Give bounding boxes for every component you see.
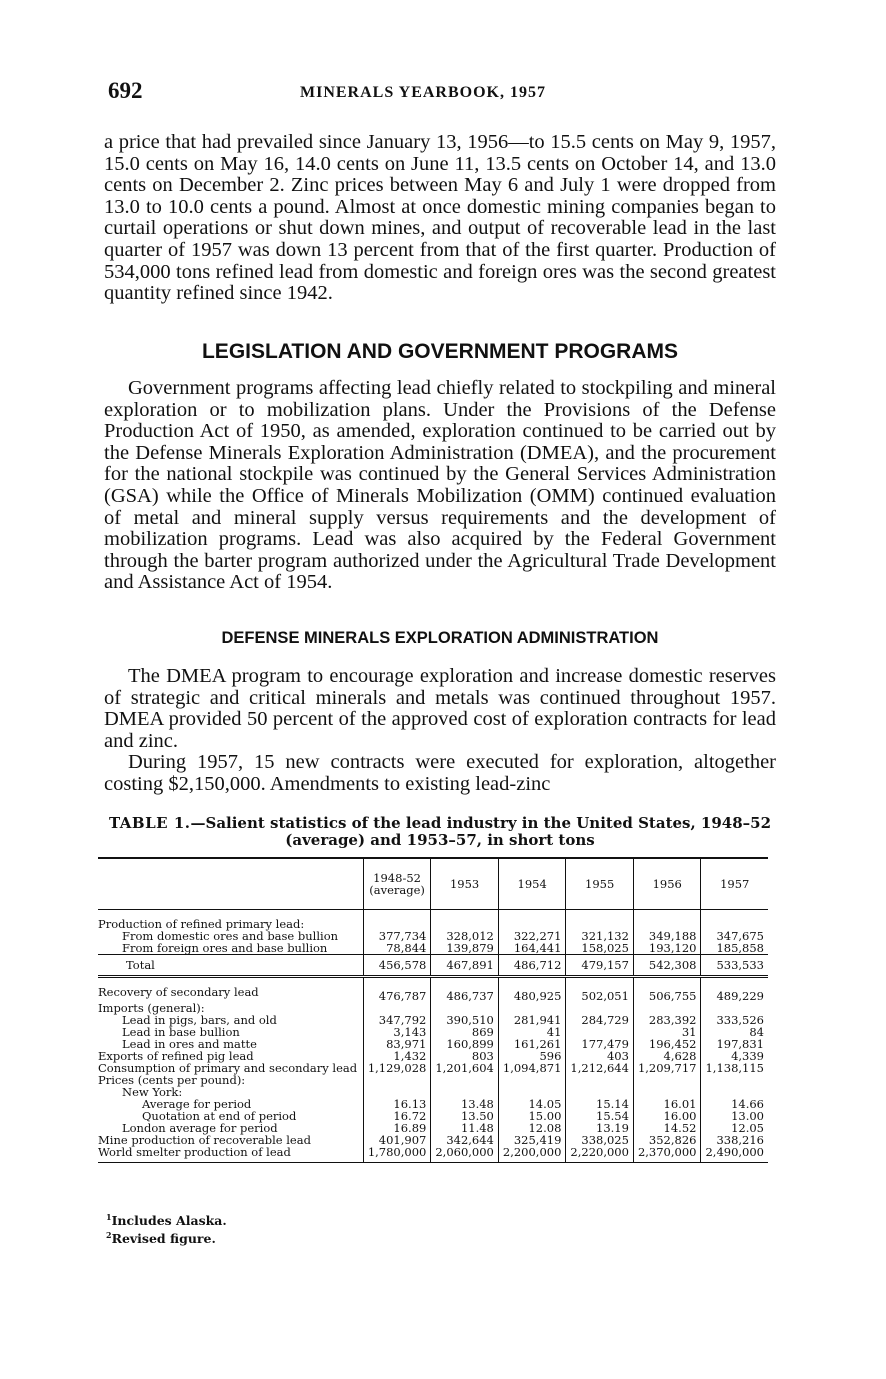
intro-text: a price that had prevailed since January 13, 1956—to 15.5 cents on May 9, 1957, 15.0 cents on May 16, 14.0 cents on June 11, 13.5 cents on October 14, and 13.0 cents on December 2. Zinc prices between May 6 and July 1 were dropped from 13.0 to 10.0 cents a pound. Almost at once domestic mining companies began to curtail operations or shut down mines, and output of recoverable lead in the last quarter of 1957 was down 13 percent from that of the first quarter. Production of 534,000 tons refined lead from domestic and foreign ores was the second greatest quantity refined since 1942.	[104, 131, 776, 305]
legislation-paragraph	[104, 378, 776, 594]
footnote	[106, 1228, 227, 1246]
legislation-text: Government programs affecting lead chiefly related to stockpiling and mineral exploration or to mobilization plans. Under the Provisions of the Defense Production Act of 1950, as amended, exploration continued to be carried out by the Defense Minerals Exploration Administration (DMEA), and the procurement for the national stockpile was continued by the General Services Administration (GSA) while the Office of Minerals Mobilization (OMM) continued evaluation of metal and mineral supply versus requirements and the development of mobilization programs. Lead was also acquired by the Federal Government through the barter program authorized under the Agricultural Trade Development and Assistance Act of 1954.	[104, 377, 776, 594]
table-row	[98, 986, 768, 1002]
table-stub-header	[98, 858, 363, 910]
row-label: Lead in base bullion	[122, 1025, 240, 1039]
table-cell: 377,734	[363, 930, 431, 942]
table-cell: 13.00	[701, 1110, 768, 1122]
table-cell: 506,755	[633, 986, 701, 1002]
table-cell: 2,490,000	[701, 1146, 768, 1163]
table-cell: 480,925	[498, 986, 566, 1002]
table-cell: 476,787	[363, 986, 431, 1002]
column-header: 1948-52 (average)	[363, 858, 431, 910]
salient-statistics-table	[98, 857, 768, 1163]
table-cell: 1,780,000	[363, 1146, 431, 1163]
table-cell: 284,729	[566, 1014, 634, 1026]
dmea-text-1: The DMEA program to encourage exploration and increase domestic reserves of strategic and critical minerals and metals was continued throughout 1957. DMEA provided 50 percent of the approved cost of exploration contracts for lead and zinc.	[104, 665, 776, 752]
row-label: Prices (cents per pound):	[98, 1073, 246, 1087]
table-cell: 401,907	[363, 1134, 431, 1146]
table-footnotes	[106, 1210, 227, 1246]
table-cell: 2,060,000	[431, 1146, 499, 1163]
footnote-mark: 2	[106, 1230, 112, 1241]
table-cell: 160,899	[431, 1038, 499, 1050]
table-cell: 325,419	[498, 1134, 566, 1146]
table-cell: 196,452	[633, 1038, 701, 1050]
table-cell: 13.48	[431, 1098, 499, 1110]
table-cell: 347,792	[363, 1014, 431, 1026]
table-cell: 15.54	[566, 1110, 634, 1122]
dmea-paragraphs	[104, 666, 776, 796]
table-cell: 403	[566, 1050, 634, 1062]
table-cell: 193,120	[633, 942, 701, 955]
table-cell: 177,479	[566, 1038, 634, 1050]
table-cell: 13.50	[431, 1110, 499, 1122]
table-cell: 16.01	[633, 1098, 701, 1110]
table-cell: 15.00	[498, 1110, 566, 1122]
table-row	[98, 942, 768, 955]
table-cell	[701, 1074, 768, 1086]
table-row	[98, 1146, 768, 1163]
table-row	[98, 955, 768, 977]
table-cell: 1,212,644	[566, 1062, 634, 1074]
table-cell: 2,200,000	[498, 1146, 566, 1163]
row-label: Consumption of primary and secondary lead	[98, 1061, 358, 1075]
table-cell	[431, 1074, 499, 1086]
footnote	[106, 1210, 227, 1228]
table-cell	[363, 1074, 431, 1086]
row-label: Production of refined primary lead:	[98, 917, 305, 931]
row-label: Total	[98, 955, 363, 977]
table-caption-text: —Salient statistics of the lead industry in the United States, 1948–52 (average) and 1953–57, in short tons	[190, 814, 772, 849]
table-cell: 486,737	[431, 986, 499, 1002]
table-cell: 15.14	[566, 1098, 634, 1110]
table-cell: 164,441	[498, 942, 566, 955]
section-heading-legislation: LEGISLATION AND GOVERNMENT PROGRAMS	[201, 340, 678, 363]
table-row	[98, 1074, 768, 1086]
table-caption	[104, 815, 776, 849]
table-cell: 803	[431, 1050, 499, 1062]
table-cell: 502,051	[566, 986, 634, 1002]
table-cell: 533,533	[701, 955, 768, 977]
table-cell: 11.48	[431, 1122, 499, 1134]
table-cell: 84	[701, 1026, 768, 1038]
dmea-text-2: During 1957, 15 new contracts were executed for exploration, altogether costing $2,150,000. Amendments to existing lead-zinc	[104, 751, 776, 795]
table-cell: 161,261	[498, 1038, 566, 1050]
section-heading-dmea: DEFENSE MINERALS EXPLORATION ADMINISTRATION	[221, 629, 659, 647]
table-cell: 542,308	[633, 955, 701, 977]
table-cell: 14.05	[498, 1098, 566, 1110]
table-cell: 869	[431, 1026, 499, 1038]
page-number: 692	[108, 78, 143, 103]
table-cell: 12.08	[498, 1122, 566, 1134]
table-cell: 14.66	[701, 1098, 768, 1110]
row-label: From domestic ores and base bullion	[122, 929, 339, 943]
table-cell: 1,138,115	[701, 1062, 768, 1074]
table-cell: 14.52	[633, 1122, 701, 1134]
table-cell: 12.05	[701, 1122, 768, 1134]
row-label: New York:	[122, 1085, 183, 1099]
table-cell: 467,891	[431, 955, 499, 977]
table-cell: 281,941	[498, 1014, 566, 1026]
row-label: Average for period	[142, 1097, 252, 1111]
row-label: Exports of refined pig lead	[98, 1049, 254, 1063]
table-cell: 83,971	[363, 1038, 431, 1050]
table-cell: 2,370,000	[633, 1146, 701, 1163]
row-label: Recovery of secondary lead	[98, 985, 259, 999]
table-cell: 16.13	[363, 1098, 431, 1110]
intro-paragraph	[104, 132, 776, 305]
table-cell: 479,157	[566, 955, 634, 977]
column-header: 1957	[701, 858, 768, 910]
table-cell: 13.19	[566, 1122, 634, 1134]
table-cell: 1,129,028	[363, 1062, 431, 1074]
column-header: 1954	[498, 858, 566, 910]
table-cell: 1,201,604	[431, 1062, 499, 1074]
table-cell: 2,220,000	[566, 1146, 634, 1163]
table-cell	[566, 1074, 634, 1086]
table-cell: 3,143	[363, 1026, 431, 1038]
table-cell: 4,628	[633, 1050, 701, 1062]
table-cell: 338,216	[701, 1134, 768, 1146]
table-cell: 321,132	[566, 930, 634, 942]
table-body	[98, 910, 768, 1163]
table-cell: 16.00	[633, 1110, 701, 1122]
table-cell: 283,392	[633, 1014, 701, 1026]
running-head: MINERALS YEARBOOK, 1957	[300, 84, 546, 101]
table-cell: 78,844	[363, 942, 431, 955]
table-cell: 338,025	[566, 1134, 634, 1146]
table-cell: 16.89	[363, 1122, 431, 1134]
table-header-row	[98, 858, 768, 910]
table-cell: 347,675	[701, 930, 768, 942]
table-caption-label: TABLE 1.	[108, 814, 191, 832]
row-label: From foreign ores and base bullion	[122, 941, 328, 955]
table-cell: 333,526	[701, 1014, 768, 1026]
table-cell: 486,712	[498, 955, 566, 977]
row-label: World smelter production of lead	[98, 1146, 363, 1163]
footnote-mark: 1	[106, 1212, 112, 1222]
column-header: 1953	[431, 858, 499, 910]
column-header: 1955	[566, 858, 634, 910]
table-cell: 489,229	[701, 986, 768, 1002]
table-cell: 197,831	[701, 1038, 768, 1050]
table-cell: 322,271	[498, 930, 566, 942]
table-cell: 349,188	[633, 930, 701, 942]
row-label: Mine production of recoverable lead	[98, 1133, 311, 1147]
table-cell: 596	[498, 1050, 566, 1062]
table-cell: 4,339	[701, 1050, 768, 1062]
footnote-text: Includes Alaska.	[111, 1213, 227, 1229]
row-label: Quotation at end of period	[142, 1109, 297, 1123]
table-cell	[633, 1074, 701, 1086]
table-cell: 390,510	[431, 1014, 499, 1026]
row-label: Imports (general):	[98, 1001, 205, 1015]
table-cell: 328,012	[431, 930, 499, 942]
table-cell: 352,826	[633, 1134, 701, 1146]
footnote-text: Revised figure.	[111, 1231, 216, 1247]
table-cell: 31	[633, 1026, 701, 1038]
table-cell: 456,578	[363, 955, 431, 977]
table-cell: 158,025	[566, 942, 634, 955]
table-cell: 1,209,717	[633, 1062, 701, 1074]
table-cell: 1,432	[363, 1050, 431, 1062]
table-cell: 185,858	[701, 942, 768, 955]
row-label: Lead in pigs, bars, and old	[122, 1013, 277, 1027]
row-label: Lead in ores and matte	[122, 1037, 257, 1051]
table-cell: 342,644	[431, 1134, 499, 1146]
column-header: 1956	[633, 858, 701, 910]
table-cell: 1,094,871	[498, 1062, 566, 1074]
table-cell: 139,879	[431, 942, 499, 955]
table-cell: 41	[498, 1026, 566, 1038]
table-cell: 16.72	[363, 1110, 431, 1122]
row-label: London average for period	[122, 1121, 278, 1135]
table-cell	[498, 1074, 566, 1086]
